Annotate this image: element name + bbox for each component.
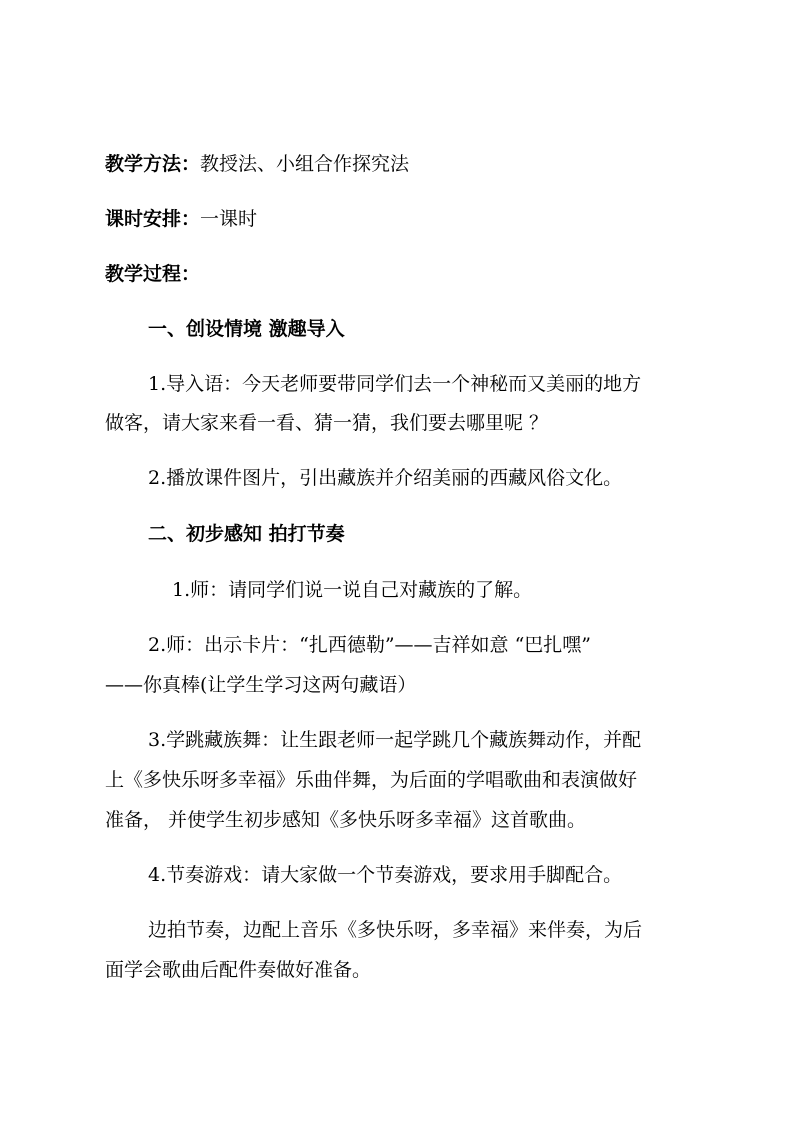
section-2-continuation-line-2: 面学会歌曲后配件奏做好准备。 xyxy=(105,959,372,981)
teaching-method-value: 教授法、小组合作探究法 xyxy=(200,153,410,175)
class-schedule-line xyxy=(105,207,257,231)
section-2-item-3-line-3: 准备， 并使学生初步感知《多快乐呀多幸福》这首歌曲。 xyxy=(105,809,587,831)
class-schedule-value: 一课时 xyxy=(200,208,258,230)
section-2-item-4: 4.节奏游戏：请大家做一个节奏游戏，要求用手脚配合。 xyxy=(148,864,623,886)
section-2-heading: 二、初步感知 拍打节奏 xyxy=(148,523,345,545)
teaching-process-label: 教学过程： xyxy=(105,263,201,285)
teaching-process-line xyxy=(105,262,200,286)
section-2-item-2-line-1: 2.师：出示卡片：“扎西德勒”——吉祥如意 “巴扎嘿” xyxy=(148,634,592,656)
section-2-item-2-line-2: ——你真棒(让学生学习这两句藏语） xyxy=(105,674,417,696)
teaching-method-line xyxy=(105,152,409,176)
section-2-continuation-line-1: 边拍节奏，边配上音乐《多快乐呀，多幸福》来伴奏，为后 xyxy=(148,919,643,941)
section-1-heading: 一、创设情境 激趣导入 xyxy=(148,318,345,340)
section-2-item-3-line-2: 上《多快乐呀多幸福》乐曲伴舞，为后面的学唱歌曲和表演做好 xyxy=(105,769,638,791)
section-2-item-3-line-1: 3.学跳藏族舞：让生跟老师一起学跳几个藏族舞动作，并配 xyxy=(148,729,642,751)
section-2-item-1: 1.师：请同学们说一说自己对藏族的了解。 xyxy=(172,579,533,601)
class-schedule-label: 课时安排： xyxy=(105,208,201,230)
section-1-item-1-line-1: 1.导入语：今天老师要带同学们去一个神秘而又美丽的地方 xyxy=(148,373,642,395)
section-1-item-1-line-2: 做客，请大家来看一看、猜一猜，我们要去哪里呢 ？ xyxy=(105,412,549,434)
section-1-item-2: 2.播放课件图片，引出藏族并介绍美丽的西藏风俗文化。 xyxy=(148,467,623,489)
teaching-method-label: 教学方法： xyxy=(105,153,201,175)
